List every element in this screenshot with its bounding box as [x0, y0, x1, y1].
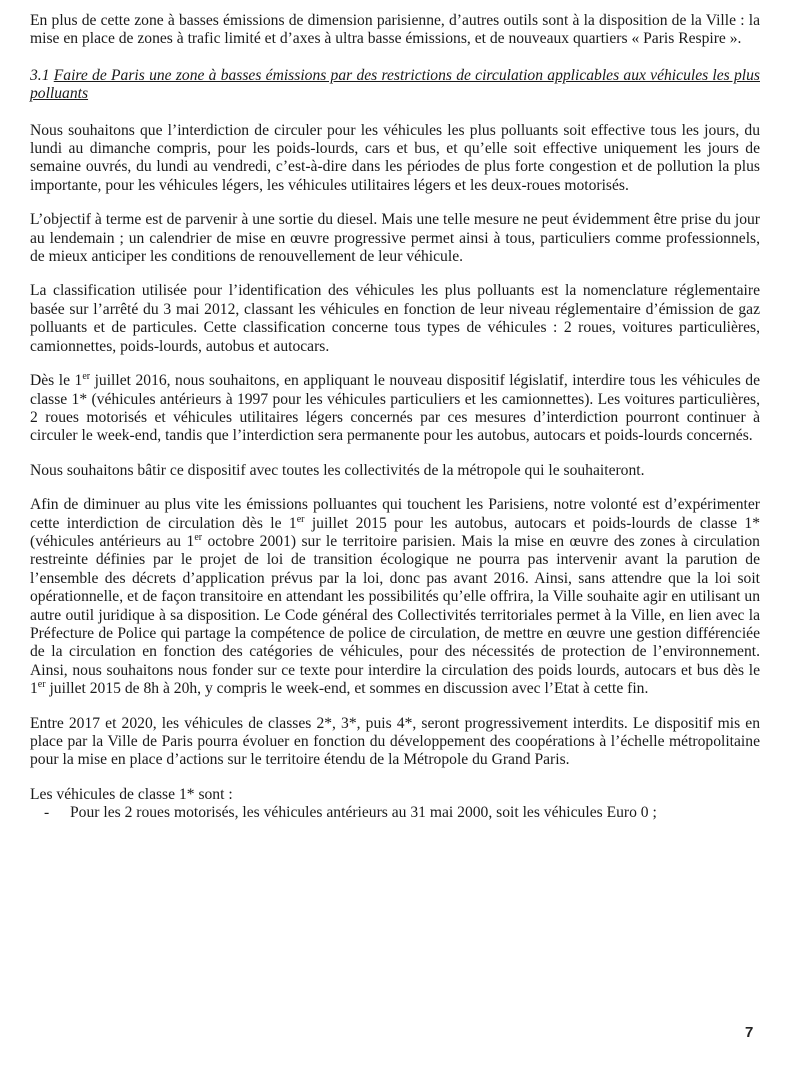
text-span: Afin de diminuer au plus vite les émissions polluantes qui touchent les Parisiens, notre volonté est d’expérimenter cette interdiction de circulation dès le 1	[30, 496, 760, 532]
superscript: er	[37, 679, 46, 691]
text-span: octobre 2001) sur le territoire parisien. Mais la mise en œuvre des zones à circulation restreinte définies par le projet de loi de transition écologique ne pourra pas intervenir avant la parution de l’ensemble des décrets d’application prévus par la loi, donc pas avant 2016. Ainsi, sans attendre que la loi soit opérationnelle, et de façon transitoire en attendant les possibilités qu’elle offrira, la Ville souhaite agir en utilisant un autre outil juridique à sa disposition. Le Code général des Collectivités territoriales permet à la Ville, en lien avec la Préfecture de Police qui partage la compétence de police de circulation, de mettre en œuvre une gestion différenciée de la circulation en fonction des catégories de véhicules, pour des nécessités de protection de l’environnement. Ainsi, nous souhaitons nous fonder sur ce texte pour interdire la circulation des poids lourds, autocars et bus dès le 1	[30, 532, 760, 698]
paragraph-diesel-exit: L’objectif à terme est de parvenir à une sortie du diesel. Mais une telle mesure ne peut évidemment être prise du jour au lendemain ; un calendrier de mise en œuvre progressive permet ainsi à tous, particuliers comme professionnels, de mieux anticiper les conditions de renouvellement de leur véhicule.	[30, 211, 760, 266]
intro-paragraph: En plus de cette zone à basses émissions de dimension parisienne, d’autres outils sont à la disposition de la Ville : la mise en place de zones à trafic limité et d’axes à ultra basse émissions, et de nouveaux quartiers « Paris Respire ».	[30, 12, 760, 48]
superscript: er	[82, 371, 91, 383]
list-item	[44, 804, 760, 822]
superscript: er	[296, 513, 305, 525]
paragraph-experiment-2015	[30, 496, 760, 698]
paragraph-classification: La classification utilisée pour l’identification des véhicules les plus polluants est la nomenclature réglementaire basée sur l’arrêté du 3 mai 2012, classant les véhicules en fonction de leur niveau réglementaire d’émission de gaz polluants et de particules. Cette classification concerne tous types de véhicules : 2 roues, voitures particulières, camionnettes, poids-lourds, autobus et autocars.	[30, 282, 760, 355]
paragraph-2017-2020: Entre 2017 et 2020, les véhicules de classes 2*, 3*, puis 4*, seront progressivement interdits. Le dispositif mis en place par la Ville de Paris pourra évoluer en fonction du développement des coopérations à l’échelle métropolitaine pour la mise en place d’actions sur le territoire étendu de la Métropole du Grand Paris.	[30, 714, 760, 769]
text-span: Dès le 1	[30, 372, 83, 390]
section-title: Faire de Paris une zone à basses émissions par des restrictions de circulation applicables aux véhicules les plus polluants	[30, 66, 760, 103]
text-span: juillet 2015 pour les autobus, autocars et poids-lourds de classe 1* (véhicules antérieurs au 1	[30, 514, 761, 550]
document-page	[30, 12, 760, 823]
section-heading	[30, 67, 760, 104]
paragraph-metropole: Nous souhaitons bâtir ce dispositif avec toutes les collectivités de la métropole qui le souhaiteront.	[30, 461, 645, 479]
superscript: er	[194, 531, 203, 543]
bullet-dash: -	[44, 804, 50, 822]
page-number: 7	[745, 1024, 754, 1041]
paragraph-july-2016	[30, 372, 760, 446]
text-span: juillet 2016, nous souhaitons, en appliquant le nouveau dispositif législatif, interdire tous les véhicules de classe 1* (véhicules antérieurs à 1997 pour les véhicules particuliers et les camionnettes). Les voitures particulières, 2 roues motorisés et véhicules utilitaires légers concernés par ces mesures d’interdiction pourront continuer à circuler le week-end, tandis que l’interdiction sera permanente pour les autobus, autocars et poids-lourds concernés.	[30, 372, 760, 445]
paragraph-circulation-ban: Nous souhaitons que l’interdiction de circuler pour les véhicules les plus polluants soit effective tous les jours, du lundi au dimanche compris, pour les poids-lourds, cars et bus, et qu’elle soit effective uniquement les jours de semaine ouvrés, du lundi au vendredi, c’est-à-dire dans les périodes de plus forte congestion et de pollution la plus importante, pour les véhicules légers, les véhicules utilitaires légers et les deux-roues motorisés.	[30, 121, 760, 194]
section-number: 3.1	[30, 66, 50, 84]
list-item-text: Pour les 2 roues motorisés, les véhicules antérieurs au 31 mai 2000, soit les véhicules Euro 0 ;	[70, 804, 657, 822]
paragraph-class-list-intro: Les véhicules de classe 1* sont :	[30, 785, 233, 803]
text-span: juillet 2015 de 8h à 20h, y compris le week-end, et sommes en discussion avec l’Etat à cette fin.	[45, 680, 649, 698]
